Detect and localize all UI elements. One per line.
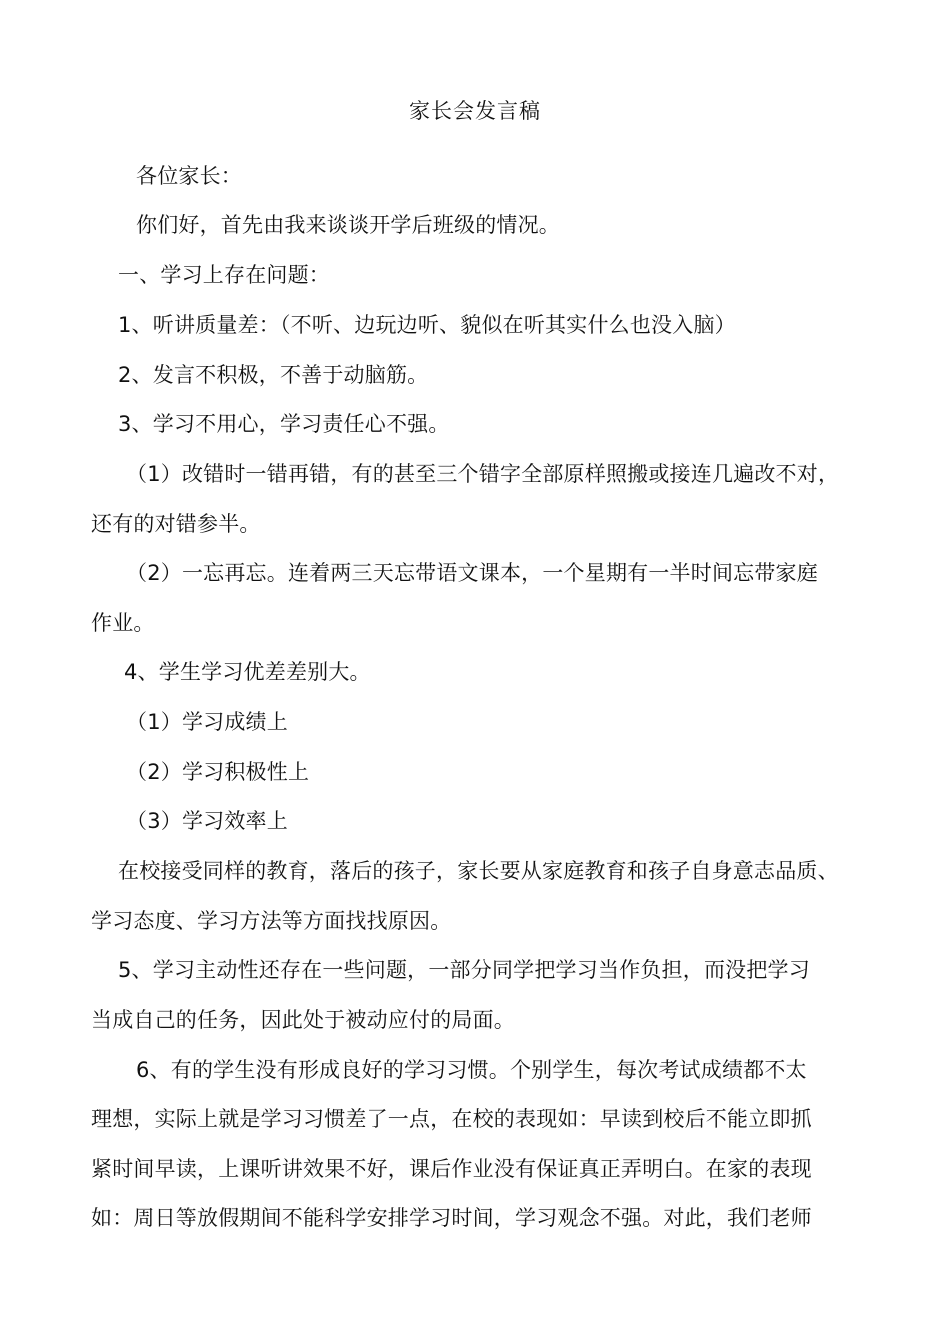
paragraph-line: （1）改错时一错再错，有的甚至三个错字全部原样照搬或接连几遍改不对， [126,462,840,486]
paragraph-line: 2、发言不积极，不善于动脑筋。 [118,363,429,387]
section-heading: 一、学习上存在问题： [118,263,330,287]
paragraph-line: 1、听讲质量差：（不听、边玩边听、貌似在听其实什么也没入脑） [118,313,736,337]
paragraph-line: 3、学习不用心，学习责任心不强。 [118,412,450,436]
paragraph-line: 如：周日等放假期间不能科学安排学习时间，学习观念不强。对此，我们老师 [91,1206,812,1230]
paragraph-line: 4、学生学习优差差别大。 [124,660,371,684]
paragraph-line: 5、学习主动性还存在一些问题，一部分同学把学习当作负担，而没把学习 [118,958,810,982]
paragraph-line: 紧时间早读，上课听讲效果不好，课后作业没有保证真正弄明白。在家的表现 [91,1157,812,1181]
document-title: 家长会发言稿 [409,99,541,123]
list-item: （3）学习效率上 [126,809,288,833]
greeting-line: 各位家长： [136,164,242,188]
paragraph-line: 理想，实际上就是学习习惯差了一点，在校的表现如：早读到校后不能立即抓 [91,1107,812,1131]
paragraph-line: 6、有的学生没有形成良好的学习习惯。个别学生，每次考试成绩都不太 [136,1058,807,1082]
intro-line: 你们好，首先由我来谈谈开学后班级的情况。 [136,213,560,237]
list-item: （1）学习成绩上 [126,710,288,734]
paragraph-line: 作业。 [91,611,155,635]
paragraph-line: （2）一忘再忘。连着两三天忘带语文课本，一个星期有一半时间忘带家庭 [126,561,818,585]
paragraph-line: 还有的对错参半。 [91,512,261,536]
paragraph-line: 在校接受同样的教育，落后的孩子，家长要从家庭教育和孩子自身意志品质、 [118,859,839,883]
paragraph-line: 学习态度、学习方法等方面找找原因。 [91,909,452,933]
list-item: （2）学习积极性上 [126,760,310,784]
paragraph-line: 当成自己的任务，因此处于被动应付的局面。 [91,1008,515,1032]
